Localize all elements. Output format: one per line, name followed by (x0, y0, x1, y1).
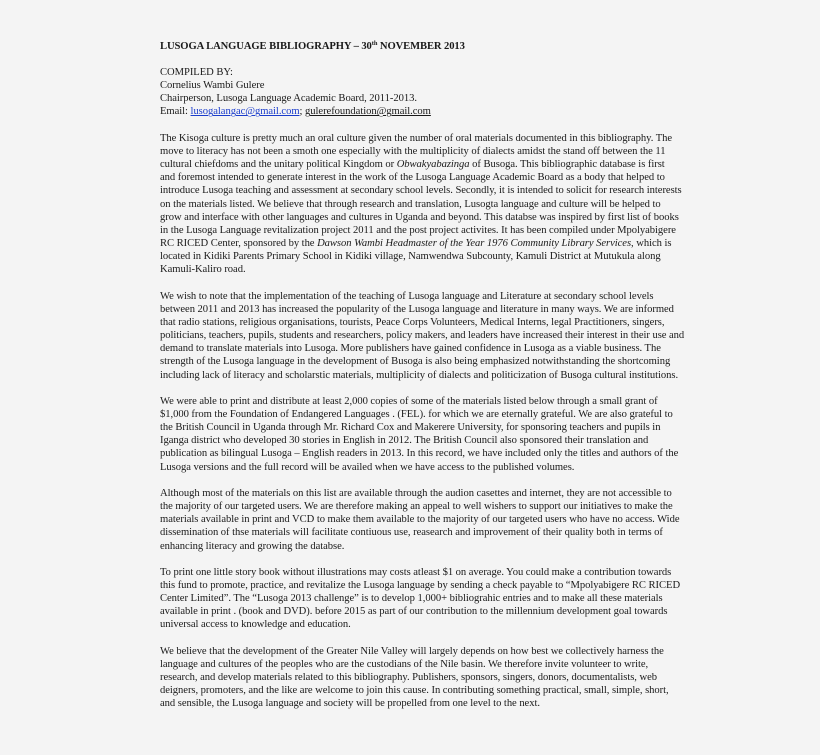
paragraph-line: $1,000 from the Foundation of Endangered Languages . (FEL). for which we are eternally grateful. We are also grateful to (160, 409, 673, 421)
italic-phrase: Obwakyabazinga (396, 159, 470, 171)
paragraph-line: The Kisoga culture is pretty much an oral culture given the number of oral materials documented in this bibliography. The (160, 132, 673, 144)
paragraph-line: including lack of literacy and scholarstic materials, multiplicity of dialects and politicization of Busoga cultural institutions. (160, 369, 679, 381)
paragraph-line: research, and develop materials related to this bibliography. Publishers, sponsors, singers, donors, documentalists, web (160, 672, 658, 684)
body-paragraph (160, 290, 685, 382)
paragraph-spacer (160, 382, 680, 395)
compiled-by-heading: COMPILED BY: (160, 67, 233, 78)
paragraph-line: on the materials listed. We believe that through research and translation, Lusogta language and culture will be helped to (160, 198, 661, 210)
paragraph-line: in the Lusoga Language revitalization project 2011 and the post project activites. It has been compiled under Mpolyabigere (160, 224, 676, 236)
text-segment: which is (633, 238, 672, 250)
paragraph-spacer (160, 276, 680, 289)
text-segment: of Busoga. This bibliographic database is first (469, 159, 665, 171)
paragraph-line: that radio stations, religious organisations, tourists, Peace Corps Volunteers, Medical Interns, legal Practitioners, singers, (160, 316, 665, 328)
paragraph-line: move to literacy has not been a smoth one especially with the multiplicity of dialects amidst the stand off between the 11 (160, 145, 666, 157)
paragraph-spacer (160, 474, 680, 487)
paragraph-line: Lusoga versions and the full record will be availed when we have access to the published volumes. (160, 461, 575, 473)
body-paragraph (160, 395, 680, 474)
body-paragraph (160, 645, 680, 711)
body-paragraph (160, 566, 680, 632)
paragraph-spacer (160, 119, 680, 132)
paragraph-line: the majority of our targeted users. We are therefore making an appeal to well wishers to support our initiatives to make the (160, 501, 673, 513)
compiler-name: Cornelius Wambi Gulere (160, 80, 265, 92)
compiler-block (160, 66, 680, 119)
body-paragraphs (160, 119, 685, 711)
paragraph-line: We believe that the development of the Greater Nile Valley will largely depends on how best we collectively harness the (160, 645, 664, 657)
compiler-role: Chairperson, Lusoga Language Academic Board, 2011-2013. (160, 93, 417, 105)
paragraph-line: politicians, teachers, pupils, students and researchers, policy makers, and leaders have increased their interest in their use and (160, 330, 685, 342)
email-separator: ; (299, 106, 306, 118)
paragraph-line: demand to translate materials into Lusoga. More publishers have gained confidence in Lusoga as a viable business. The (160, 343, 661, 355)
paragraph-line: We wish to note that the implementation of the teaching of Lusoga language and Literature at secondary school levels (160, 290, 654, 302)
paragraph-line: and foremost intended to generate interest in the work of the Lusoga Language Academic Board as a body that helped to (160, 172, 665, 184)
paragraph-line: located in Kidiki Parents Primary School in Kidiki village, Namwendwa Subcounty, Kamuli District at Mutukula along (160, 251, 661, 263)
email-line (160, 105, 680, 118)
paragraph-line: We were able to print and distribute at least 2,000 copies of some of the materials listed below through a small grant of (160, 395, 658, 407)
paragraph-line: and sensible, the Lusoga language and society will be propelled from one level to the next. (160, 698, 540, 710)
title-ordinal-suffix: th (371, 40, 378, 47)
paragraph-line: this fund to promote, practice, and revitalize the Lusoga language by sending a check payable to “Mpolyabigere RC RICED (160, 580, 681, 592)
paragraph-spacer (160, 632, 680, 645)
paragraph-line: language and cultures of the peoples who are the custodians of the Nile basin. We therefore invite volunteer to write, (160, 658, 649, 670)
paragraph-line: universal access to knowledge and education. (160, 619, 351, 631)
body-paragraph (160, 487, 680, 553)
paragraph-line: Kamuli-Kaliro road. (160, 264, 246, 276)
italic-phrase: Dawson Wambi Headmaster of the Year 1976 Community Library Services, (317, 238, 634, 250)
paragraph-line: enhancing literacy and growing the databse. (160, 540, 345, 552)
paragraph-line: Center Limited”. The “Lusoga 2013 challenge” is to develop 1,000+ bibliograhic entries and to make all these materials (160, 593, 663, 605)
email-link-primary[interactable]: lusogalangac@gmail.com (190, 106, 300, 118)
title-prefix: LUSOGA LANGUAGE BIBLIOGRAPHY – 30 (160, 41, 372, 52)
paragraph-line: dissemination of thse materials will facilitate contiuous use, reasearch and improvement of their quality both in terms of (160, 527, 663, 539)
paragraph-line: Although most of the materials on this list are available through the audion casettes and internet, they are not accessible to (160, 487, 672, 499)
title-suffix: NOVEMBER 2013 (377, 41, 465, 52)
paragraph-line: To print one little story book without illustrations may costs atleast $1 on average. You could make a contribution towards (160, 566, 672, 578)
paragraph-spacer (160, 553, 680, 566)
text-segment: RC RICED Center, sponsored by the (160, 238, 318, 250)
paragraph-line: between 2011 and 2013 has increased the popularity of the Lusoga language and literature in many ways. We are informed (160, 303, 674, 315)
paragraph-line: available in print . (book and DVD). before 2015 as part of our contribution to the millennium development goal towards (160, 606, 668, 618)
paragraph-line: publication as bilingual Lusoga – English readers in 2013. In this record, we have included only the titles and authors of the (160, 448, 679, 460)
paragraph-line: the British Council in Uganda through Mr. Richard Cox and Makerere University, for sponsoring teachers and pupils in (160, 422, 661, 434)
paragraph-line: Iganga district who developed 30 stories in English in 2012. The British Council also sponsored their translation and (160, 435, 649, 447)
paragraph-line: grow and interface with other languages and cultures in Uganda and beyond. This databse was inspired by first list of books (160, 211, 679, 223)
paragraph-line: introduce Lusoga teaching and assessment at secondary school levels. Secondly, it is intended to solicit for research interests (160, 185, 682, 197)
document-page (160, 40, 685, 711)
paragraph-line: materials available in print and VCD to make them available to the majority of our targeted users who have no access. Wide (160, 514, 680, 526)
body-paragraph (160, 132, 680, 277)
paragraph-line: strength of the Lusoga language in the development of Busoga is also being emphasized notwithstanding the shortcoming (160, 356, 671, 368)
paragraph-line (160, 158, 680, 171)
email-link-secondary[interactable]: gulerefoundation@gmail.com (305, 106, 431, 118)
document-title (160, 40, 680, 53)
paragraph-line (160, 237, 680, 250)
paragraph-line: deigners, promoters, and the like are welcome to join this cause. In contributing something practical, small, simple, short, (160, 685, 669, 697)
email-label: Email: (160, 106, 191, 118)
text-segment: cultural chiefdoms and the unitary political Kingdom or (160, 159, 397, 171)
